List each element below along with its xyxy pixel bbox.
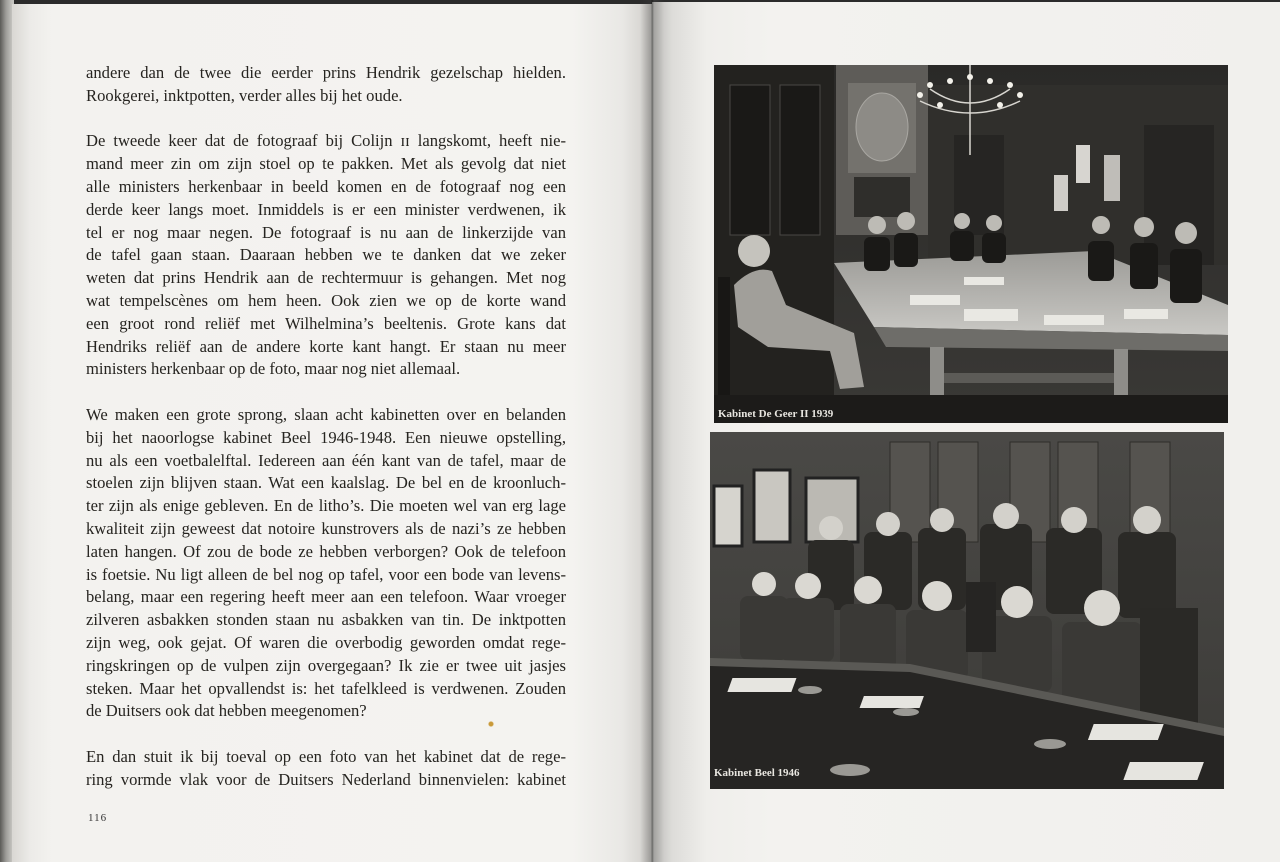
- photo-de-geer-image: [714, 65, 1228, 423]
- text-line: tel er nog maar negen. De fotograaf is nu aan de linkerzijde van: [86, 222, 566, 242]
- text-line: laten hangen. Of zou de bode ze hebben verborgen? Ook de telefoon: [86, 541, 566, 561]
- text-line: kwaliteit zijn geweest dat notoire kunstrovers als de nazi’s ze hebben: [86, 518, 566, 538]
- text-line: is foetsie. Nu ligt alleen de bel nog op tafel, voor een bode van levens-: [86, 564, 566, 584]
- page-number: 116: [88, 812, 108, 824]
- photo-cabinet-beel: [710, 432, 1224, 789]
- text-line: belang, maar een regering heeft meer aan een telefoon. Waar vroeger: [86, 587, 566, 607]
- text-line: ministers herkenbaar op de foto, maar nog niet allemaal.: [86, 359, 461, 379]
- book-gutter: [640, 0, 664, 862]
- text-line: We maken een grote sprong, slaan acht kabinetten over en belanden: [86, 404, 566, 424]
- text-line: een groot rond reliëf met Wilhelmina’s beeltenis. Grote kans dat: [86, 313, 566, 333]
- text-line: En dan stuit ik bij toeval op een foto van het kabinet dat de rege-: [86, 746, 566, 766]
- text-line: bij het naoorlogse kabinet Beel 1946-1948. Een nieuwe opstelling,: [86, 427, 566, 447]
- text-line: Rookgerei, inktpotten, verder alles bij het oude.: [86, 85, 403, 105]
- text-line: alle ministers herkenbaar in beeld komen en de fotograaf nog een: [86, 176, 566, 196]
- text-line: de Duitsers ook dat hebben meegenomen?: [86, 701, 367, 721]
- text-line: ter zijn als enige gebleven. En de litho’s. Die moeten wel van erg lage: [86, 496, 566, 516]
- paragraph-gap: [86, 381, 566, 404]
- paper-speck: [487, 721, 495, 727]
- text-line: zijn weg, ook gejat. Of waren die overbodig geworden omdat rege-: [86, 632, 566, 652]
- text-line: weten dat prins Hendrik aan de rechtermuur is gehangen. Met nog: [86, 268, 566, 288]
- photo-beel-image: [710, 432, 1224, 789]
- text-line: ringskringen op de vulpen zijn overgegaan? Ik zie er twee uit jasjes: [86, 655, 566, 675]
- text-line: ring vormde vlak voor de Duitsers Nederland binnenvielen: kabinet: [86, 769, 566, 789]
- photo-bottom-caption: Kabinet Beel 1946: [714, 767, 800, 779]
- text-line: de tafel gaan staan. Daaraan hebben we te danken dat we zeker: [86, 245, 566, 265]
- text-line: zilveren asbakken stonden staan nu asbakken van tin. De inktpotten: [86, 610, 566, 630]
- text-line: stoelen zijn blijven staan. Wat een kaalslag. De bel en de kroonluch-: [86, 473, 566, 493]
- text-line: wat tempelscènes om hem heen. Ook zien we op de korte wand: [86, 290, 566, 310]
- text-line: andere dan de twee die eerder prins Hendrik gezelschap hielden.: [86, 63, 566, 82]
- body-text: [86, 62, 566, 792]
- text-line: De tweede keer dat de fotograaf bij Colijn ɪɪ langskomt, heeft nie-: [86, 131, 566, 151]
- text-line: Hendriks reliëf aan de andere korte kant hangt. Er staan nu meer: [86, 336, 566, 356]
- text-line: steken. Maar het opvallendst is: het tafelkleed is verdwenen. Zouden: [86, 678, 566, 698]
- text-line: mand meer zin om zijn stoel op te pakken. Met als gevolg dat niet: [86, 154, 566, 174]
- photo-top-caption: Kabinet De Geer II 1939: [718, 408, 834, 420]
- text-line: nu als een voetbalelftal. Iedereen aan één kant van de tafel, maar de: [86, 450, 566, 470]
- photo-cabinet-de-geer: [714, 65, 1228, 423]
- paragraph-gap: [86, 108, 566, 131]
- text-line: derde keer langs moet. Inmiddels is er een minister verdwenen, ik: [86, 199, 566, 219]
